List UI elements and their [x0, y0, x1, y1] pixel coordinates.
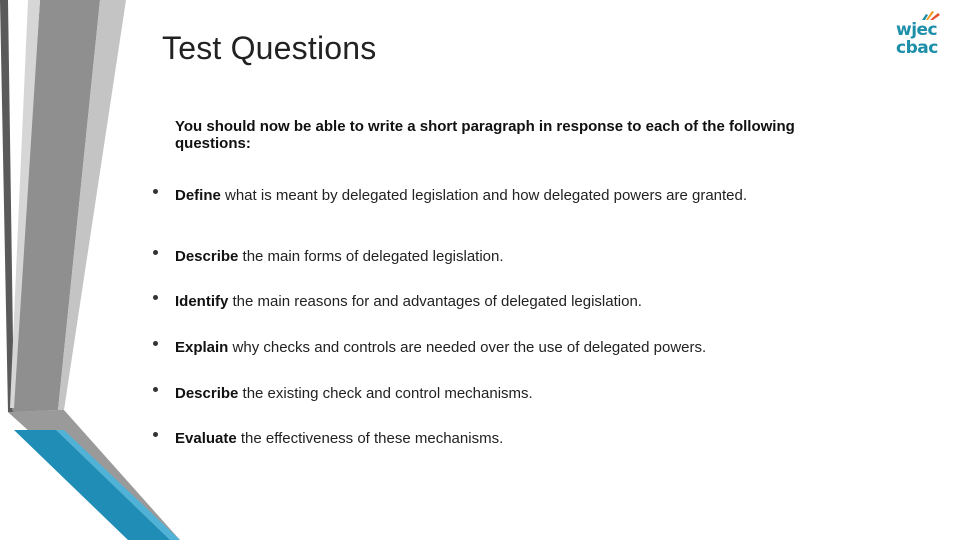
list-item [150, 293, 830, 310]
list-item-text [175, 248, 830, 265]
question-text: the effectiveness of these mechanisms. [236, 430, 504, 447]
logo-line-cbac: cbac [896, 38, 938, 58]
slide-title: Test Questions [162, 30, 377, 66]
bullet-icon [153, 295, 158, 300]
list-item [150, 339, 830, 356]
command-verb: Describe [175, 385, 239, 402]
list-item [150, 187, 830, 204]
logo-line-wjec: wjec [896, 20, 938, 40]
list-item-text [175, 385, 830, 402]
list-item [150, 430, 830, 447]
decorative-stripes [0, 0, 200, 540]
bullet-icon [153, 432, 158, 437]
bullet-icon [153, 189, 158, 194]
intro-text: You should now be able to write a short paragraph in response to each of the following questions: [175, 118, 795, 152]
list-item [150, 385, 830, 402]
bullet-icon [153, 387, 158, 392]
list-item-text [175, 430, 830, 447]
command-verb: Evaluate [175, 430, 237, 447]
question-text: the main reasons for and advantages of delegated legislation. [228, 293, 642, 310]
command-verb: Identify [175, 293, 229, 310]
list-item [150, 248, 830, 265]
bullet-icon [153, 250, 158, 255]
command-verb: Describe [175, 248, 239, 265]
question-text: why checks and controls are needed over the use of delegated powers. [228, 339, 707, 356]
list-item-text [175, 293, 830, 310]
question-text: the existing check and control mechanisms. [238, 385, 533, 402]
list-item-text [175, 187, 830, 204]
question-text: what is meant by delegated legislation and how delegated powers are granted. [220, 187, 748, 204]
command-verb: Define [175, 187, 221, 204]
bullet-icon [153, 341, 158, 346]
list-item-text [175, 339, 830, 356]
question-text: the main forms of delegated legislation. [238, 248, 504, 265]
command-verb: Explain [175, 339, 229, 356]
wjec-cbac-logo [896, 8, 946, 60]
